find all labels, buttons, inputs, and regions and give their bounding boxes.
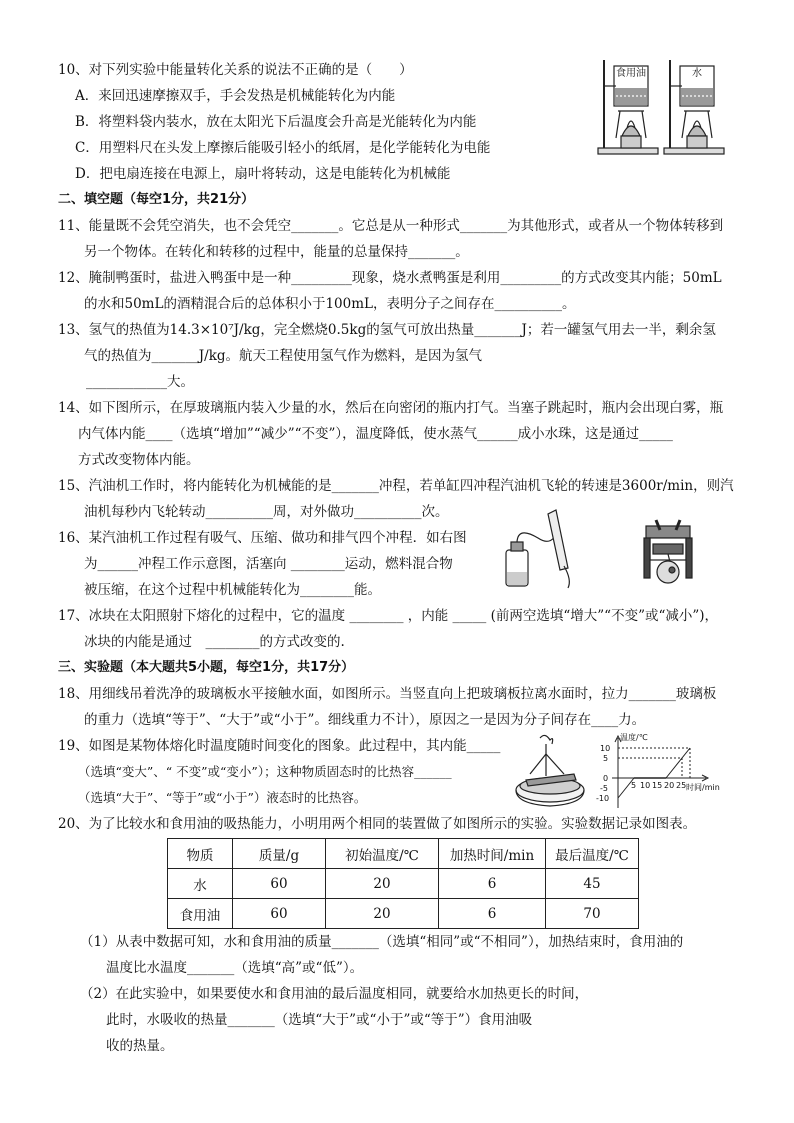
q17-line1: 17、冰块在太阳照射下熔化的过程中，它的温度 ________ ，内能 _____ (前两空选填“增大”“不变”或“减小”)， xyxy=(58,608,719,624)
q20-part2-line2: 此时，水吸收的热量_______（选填“大于”或“小于”或“等于”）食用油吸 xyxy=(106,1012,533,1028)
q10-option-d: D．把电扇连接在电源上，扇叶将转动，这是电能转化为机械能 xyxy=(75,166,451,182)
q13-line1: 13、氢气的热值为14.3×10⁷J/kg，完全燃烧0.5kg的氢气可放出热量_______J；若一罐氢气用去一半，剩余氢 xyxy=(58,322,716,338)
q19-line1: 19、如图是某物体熔化时温度随时间变化的图象。此过程中，其内能_____ xyxy=(58,738,501,754)
table-row xyxy=(168,869,639,899)
q13-line3: ____________大。 xyxy=(86,374,194,390)
table-cell: 6 xyxy=(439,869,546,899)
table-header-cell: 物质 xyxy=(168,839,233,869)
table-cell: 食用油 xyxy=(168,899,233,929)
q15-line1: 15、汽油机工作时，将内能转化为机械能的是_______冲程，若单缸四冲程汽油机飞轮的转速是3600r/min，则汽 xyxy=(58,478,734,494)
table-header-cell: 初始温度/℃ xyxy=(326,839,439,869)
glass-plate-figure xyxy=(512,734,592,810)
q17-line2: 冰块的内能是通过 ________的方式改变的. xyxy=(84,634,345,650)
q20-part1-line2: 温度比水温度_______（选填“高”或“低”）。 xyxy=(106,960,364,976)
table-cell: 70 xyxy=(546,899,639,929)
q15-line2: 油机每秒内飞轮转动__________周，对外做功__________次。 xyxy=(84,504,449,520)
table-header-cell: 最后温度/℃ xyxy=(546,839,639,869)
q20-part1-line1: （1）从表中数据可知，水和食用油的质量_______（选填“相同”或“不相同”），加热结束时，食用油的 xyxy=(80,934,684,950)
q20-part2-line1: （2）在此实验中，如果要使水和食用油的最后温度相同，就要给水加热更长的时间， xyxy=(80,986,589,1002)
graph-x-tick: 25 xyxy=(676,781,687,790)
beaker-label-water: 水 xyxy=(692,68,702,79)
table-header-cell: 加热时间/min xyxy=(439,839,546,869)
q10-stem: 10、对下列实验中能量转化关系的说法不正确的是（ ） xyxy=(58,62,413,78)
table-cell: 60 xyxy=(233,869,326,899)
graph-x-axis-label: 时间/min xyxy=(686,783,720,792)
experiment-data-table xyxy=(167,838,639,929)
q11-line1: 11、能量既不会凭空消失，也不会凭空_______。它总是从一种形式_______为其他形式，或者从一个物体转移到 xyxy=(58,218,724,234)
q20-part2-line3: 收的热量。 xyxy=(106,1038,174,1054)
graph-y-tick: 5 xyxy=(603,754,609,763)
q12-line1: 12、腌制鸭蛋时，盐进入鸭蛋中是一种_________现象，烧水煮鸭蛋是利用_________的方式改变其内能；50mL xyxy=(58,270,722,286)
q18-line2: 的重力（选填“等于”、“大于”或“小于”。细线重力不计），原因之一是因为分子间存在____力。 xyxy=(84,712,646,728)
section-2-heading: 二、填空题（每空1分，共21分） xyxy=(58,192,255,207)
q12-line2: 的水和50mL的酒精混合后的总体积小于100mL，表明分子之间存在__________。 xyxy=(84,296,576,312)
graph-y-tick: -10 xyxy=(596,794,610,803)
q20-stem: 20、为了比较水和食用油的吸热能力，小明用两个相同的装置做了如图所示的实验。实验数据记录如图表。 xyxy=(58,816,697,832)
q10-option-b: B．将塑料袋内装水，放在太阳光下后温度会升高是光能转化为内能 xyxy=(75,114,477,130)
table-header-cell: 质量/g xyxy=(233,839,326,869)
q10-option-c: C．用塑料尺在头发上摩擦后能吸引轻小的纸屑，是化学能转化为电能 xyxy=(75,140,491,156)
q10-option-a: A．来回迅速摩擦双手，手会发热是机械能转化为内能 xyxy=(75,88,396,104)
q19-line2: （选填“变大”、“ 不变”或“变小”）；这种物质固态时的比热容______ xyxy=(78,764,452,779)
heating-apparatus-figure xyxy=(594,56,726,160)
q19-line3: （选填“大于”、“等于”或“小于”）液态时的比热容。 xyxy=(78,790,367,805)
graph-y-tick: 0 xyxy=(603,774,609,783)
q13-line2: 气的热值为_______J/kg。航天工程使用氢气作为燃料，是因为氢气 xyxy=(84,348,483,364)
bottle-pump-figure xyxy=(498,508,588,590)
table-cell: 6 xyxy=(439,899,546,929)
graph-y-tick: 10 xyxy=(600,744,611,753)
table-cell: 45 xyxy=(546,869,639,899)
table-cell: 水 xyxy=(168,869,233,899)
q14-line2: 内气体内能____（选填“增加”“减少”“不变”），温度降低，使水蒸气______成小水珠，这是通过_____ xyxy=(78,426,673,442)
table-cell: 20 xyxy=(326,899,439,929)
graph-y-axis-label: 温度/℃ xyxy=(620,733,648,742)
q11-line2: 另一个物体。在转化和转移的过程中，能量的总量保持_______。 xyxy=(84,244,469,260)
graph-y-tick: -5 xyxy=(600,784,608,793)
q14-line1: 14、如下图所示，在厚玻璃瓶内装入少量的水，然后在向密闭的瓶内打气。当塞子跳起时，瓶内会出现白雾，瓶 xyxy=(58,400,724,416)
q14-line3: 方式改变物体内能。 xyxy=(78,452,200,468)
graph-x-tick: 5 xyxy=(631,781,637,790)
beaker-label-oil: 食用油 xyxy=(616,68,646,79)
q16-line1: 16、某汽油机工作过程有吸气、压缩、做功和排气四个冲程．如右图 xyxy=(58,530,467,546)
engine-stroke-figure xyxy=(636,518,700,586)
graph-x-tick: 20 xyxy=(664,781,675,790)
melting-graph xyxy=(594,730,722,814)
table-cell: 60 xyxy=(233,899,326,929)
table-header-row xyxy=(168,839,639,869)
section-3-heading: 三、实验题（本大题共5小题，每空1分，共17分） xyxy=(58,660,355,675)
q16-line3: 被压缩，在这个过程中机械能转化为________能。 xyxy=(84,582,381,598)
table-row xyxy=(168,899,639,929)
table-cell: 20 xyxy=(326,869,439,899)
q16-line2: 为______冲程工作示意图，活塞向 ________运动，燃料混合物 xyxy=(84,556,453,572)
q18-line1: 18、用细线吊着洗净的玻璃板水平接触水面，如图所示。当竖直向上把玻璃板拉离水面时，拉力_______玻璃板 xyxy=(58,686,717,702)
graph-x-tick: 10 xyxy=(640,781,651,790)
graph-x-tick: 15 xyxy=(652,781,663,790)
